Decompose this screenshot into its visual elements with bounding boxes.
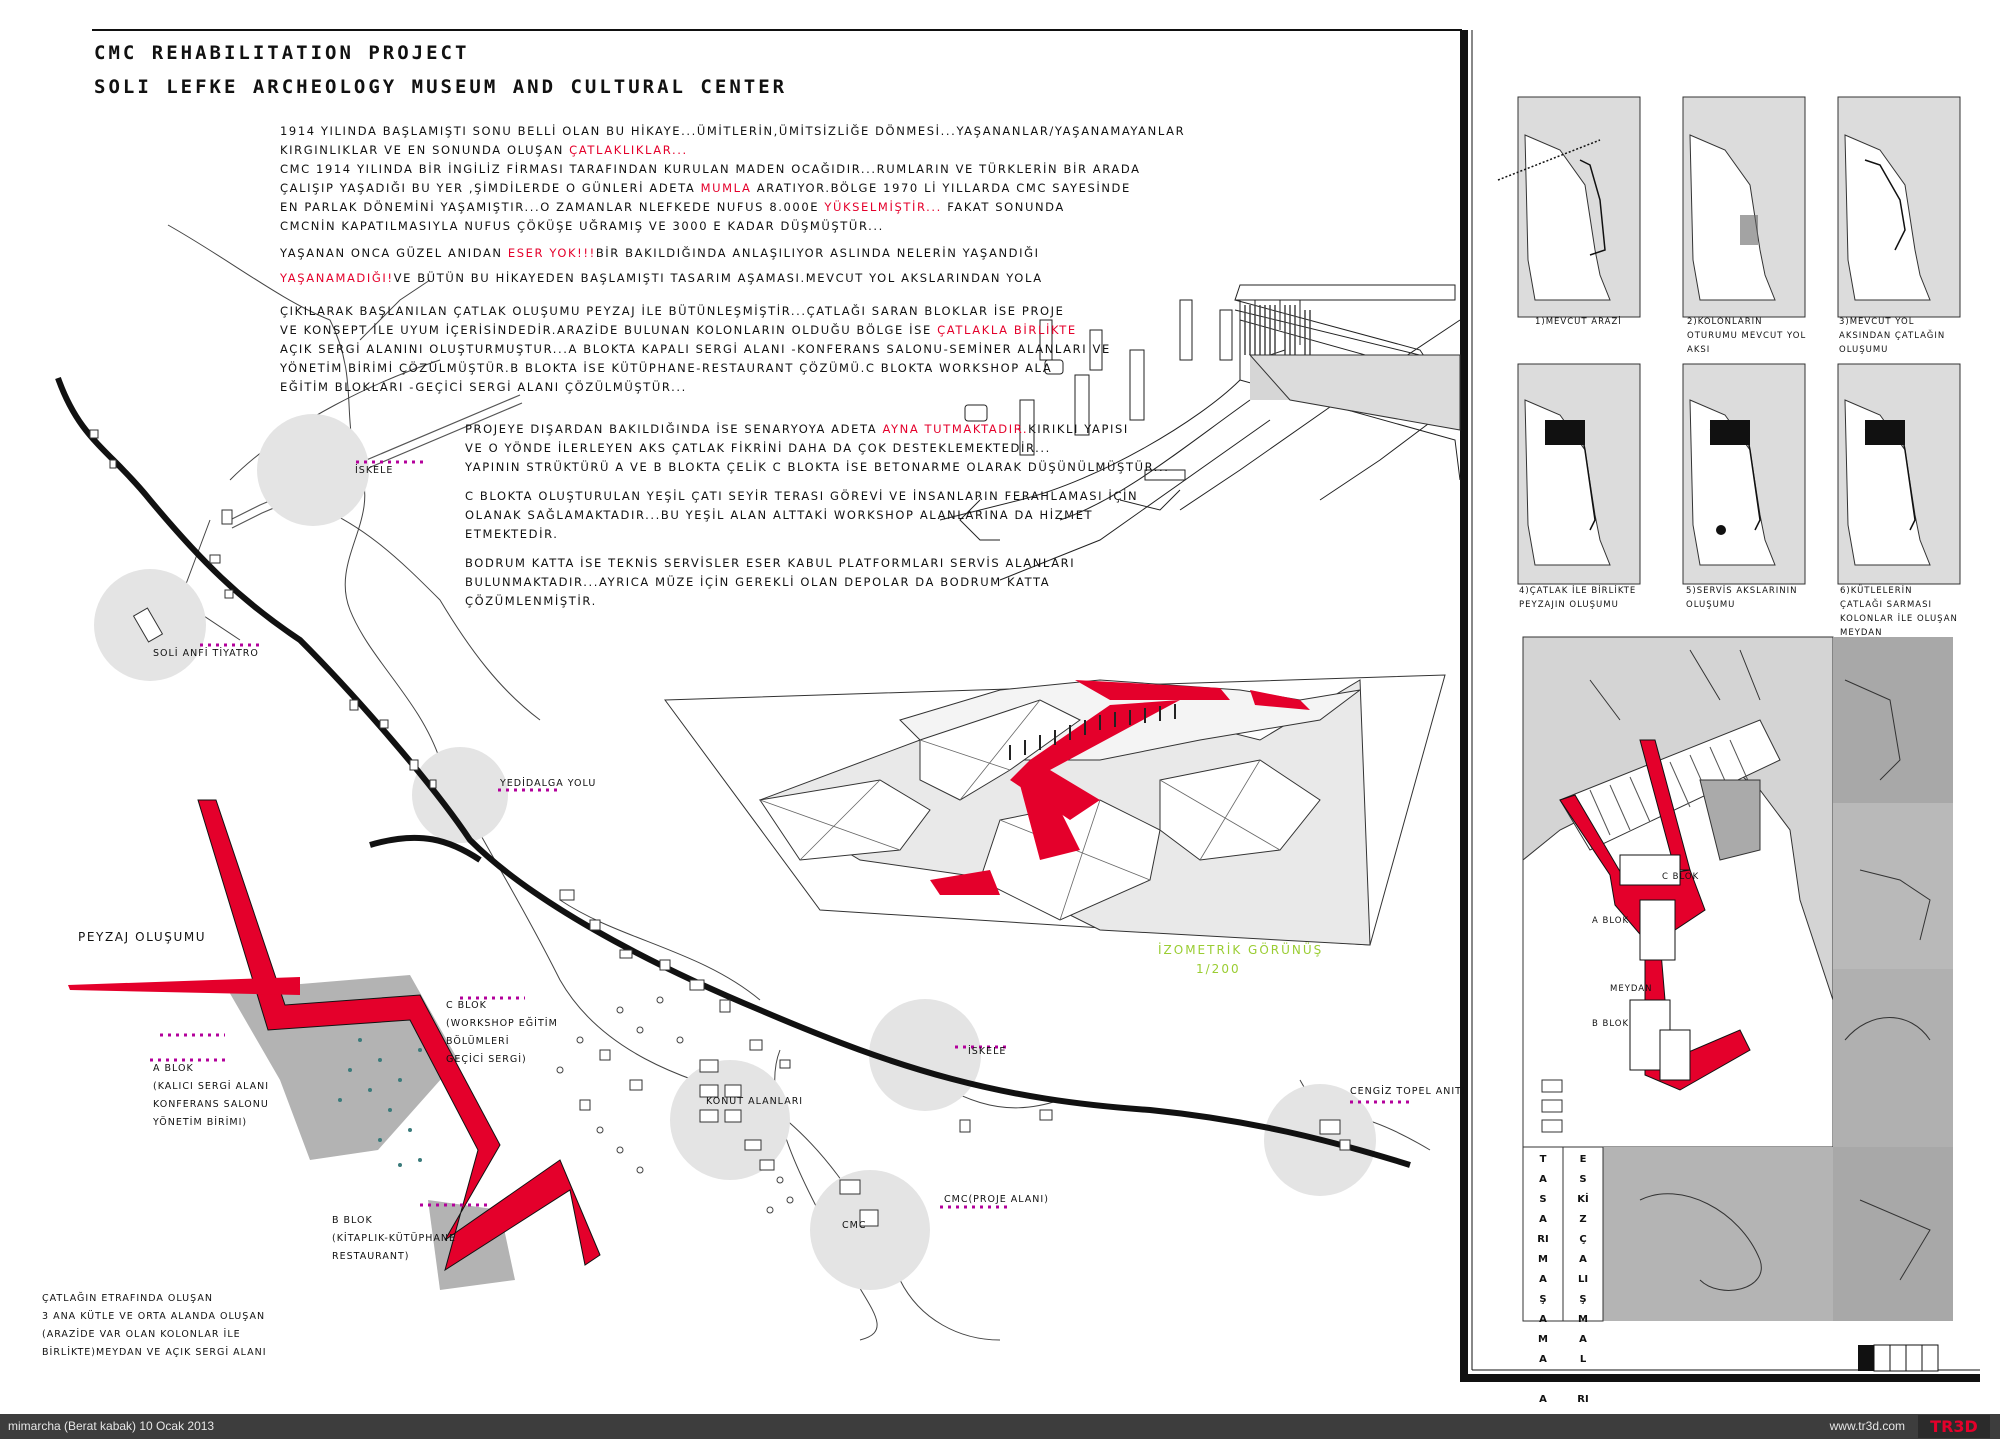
label-cmc: CMC	[842, 1220, 867, 1231]
vertical-eskiz: ESKİZ ÇALIŞMALARI	[1577, 1154, 1589, 1405]
intro-p2h: CMCNİN KAPATILMASIYLA NUFUS ÇÖKÜŞE UĞRAMIŞ VE 3000 E KADAR DÜŞMÜŞTÜR...	[280, 219, 884, 233]
concept-p3a: BODRUM KATTA İSE TEKNİS SERVİSLER ESER KABUL PLATFORMLARI SERVİS ALANLARI	[465, 556, 1076, 570]
intro-p3a: YAŞANAN ONCA GÜZEL ANIDAN	[280, 246, 503, 260]
iskele-bottom-circle	[869, 999, 981, 1111]
intro-p4f: EĞİTİM BLOKLARI -GEÇİCİ SERGİ ALANI ÇÖZÜLMÜŞTÜR...	[280, 380, 687, 394]
peyzaj-title: PEYZAJ OLUŞUMU	[78, 930, 207, 944]
intro-p2d: ARATIYOR.BÖLGE 1970 Lİ YILLARDA CMC SAYESİNDE	[756, 181, 1131, 195]
concept-p1d: VE O YÖNDE İLERLEYEN AKS ÇATLAK FİKRİNİ DAHA DA ÇOK DESTEKLEMEKTEDİR...	[465, 441, 1051, 455]
c-blok-line-2: BÖLÜMLERİ	[446, 1036, 510, 1047]
concept-p1c: KIRIKLI YAPISI	[1028, 422, 1129, 436]
label-cmc-proje: CMC(PROJE ALANI)	[944, 1194, 1049, 1205]
intro-text	[280, 122, 1280, 397]
intro-p4b: VE KONSEPT İLE UYUM İÇERİSİNDEDİR.ARAZİDE BULUNAN KOLONLARIN OLDUĞU BÖLGE İSE	[280, 323, 932, 337]
b-blok-label	[332, 1212, 456, 1266]
peyzaj-caption	[42, 1290, 267, 1362]
concept-p2c: ETMEKTEDİR.	[465, 527, 559, 541]
siteplan-meydan: MEYDAN	[1610, 984, 1653, 994]
step-5-line-1: OLUŞUMU	[1686, 600, 1736, 610]
step-3-line-0: 3)MEVCUT YOL	[1839, 317, 1915, 327]
footer-author: mimarcha (Berat kabak) 10 Ocak 2013	[8, 1419, 215, 1433]
concept-p1a: PROJEYE DIŞARDAN BAKILDIĞINDA İSE SENARYOYA ADETA	[465, 422, 878, 436]
caption-line-0: ÇATLAĞIN ETRAFINDA OLUŞAN	[42, 1293, 213, 1304]
footer-site-link[interactable]: www.tr3d.com	[1829, 1419, 1905, 1433]
b-blok-line-0: B BLOK	[332, 1215, 373, 1226]
step-4-line-1: PEYZAJIN OLUŞUMU	[1519, 600, 1619, 610]
step-6-line-2: KOLONLAR İLE OLUŞAN	[1840, 614, 1958, 624]
concept-p2a: C BLOKTA OLUŞTURULAN YEŞİL ÇATI SEYİR TERASI GÖREVİ VE İNSANLARIN FERAHLAMASI İÇİN	[465, 489, 1139, 503]
project-title: CMC REHABILITATION PROJECT	[94, 42, 470, 64]
step-2-line-1: OTURUMU MEVCUT YOL	[1687, 331, 1807, 341]
caption-line-1: 3 ANA KÜTLE VE ORTA ALANDA OLUŞAN	[42, 1311, 266, 1322]
label-yedidalga: YEDİDALGA YOLU	[500, 778, 597, 789]
step-6-line-0: 6)KÜTLELERİN	[1840, 586, 1913, 596]
intro-p1a: 1914 YILINDA BAŞLAMIŞTI SONU BELLİ OLAN BU HİKAYE...ÜMİTLERİN,ÜMİTSİZLİĞE DÖNMESİ...YAŞANANLAR/YAŞANAMAYANLAR	[280, 124, 1186, 138]
project-subtitle: SOLI LEFKE ARCHEOLOGY MUSEUM AND CULTURAL CENTER	[94, 76, 788, 98]
step-6-line-3: MEYDAN	[1840, 628, 1883, 638]
a-blok-line-1: (KALICI SERGİ ALANI	[153, 1081, 270, 1092]
label-soli-anfi: SOLİ ANFİ TİYATRO	[153, 648, 259, 659]
step-3-line-1: AKSINDAN ÇATLAĞIN	[1839, 331, 1946, 341]
intro-p3d: YAŞANAMADIĞI!	[280, 271, 394, 285]
intro-p4a: ÇIKILARAK BAŞLANILAN ÇATLAK OLUŞUMU PEYZAJ İLE BÜTÜNLEŞMİŞTİR...ÇATLAĞI SARAN BLOKLAR İSE PROJE	[280, 304, 1065, 318]
step-6-label	[1840, 584, 1958, 640]
intro-p1b: KIRGINLIKLAR VE EN SONUNDA OLUŞAN	[280, 143, 564, 157]
step-1-line-0: 1)MEVCUT ARAZİ	[1535, 317, 1622, 327]
concept-p1e: YAPININ STRÜKTÜRÜ A VE B BLOKTA ÇELİK C BLOKTA İSE BETONARME OLARAK DÜŞÜNÜLMÜŞTÜR...	[465, 460, 1170, 474]
concept-p3b: BULUNMAKTADIR...AYRICA MÜZE İÇİN GEREKLİ OLAN DEPOLAR DA BODRUM KATTA	[465, 575, 1051, 589]
a-blok-line-2: KONFERANS SALONU	[153, 1099, 269, 1110]
siteplan-a-blok: A BLOK	[1592, 916, 1630, 926]
caption-line-2: (ARAZİDE VAR OLAN KOLONLAR İLE	[42, 1329, 241, 1340]
concept-p3c: ÇÖZÜMLENMİŞTİR.	[465, 594, 597, 608]
c-blok-label	[446, 997, 558, 1069]
concept-text	[465, 420, 1325, 611]
step-5-label	[1686, 584, 1798, 612]
label-iskele-top: İSKELE	[355, 465, 394, 476]
label-cengiz: CENGİZ TOPEL ANITI	[1350, 1086, 1466, 1097]
intro-p3e: VE BÜTÜN BU HİKAYEDEN BAŞLAMIŞTI TASARIM AŞAMASI.MEVCUT YOL AKSLARINDAN YOLA	[393, 271, 1043, 285]
b-blok-line-2: RESTAURANT)	[332, 1251, 410, 1262]
intro-p2a: CMC 1914 YILINDA BİR İNGİLİZ FİRMASI TARAFINDAN KURULAN MADEN OCAĞIDIR...RUMLARIN VE TÜRKLERİN BİR ARADA	[280, 162, 1141, 176]
c-blok-line-3: GEÇİCİ SERGİ)	[446, 1054, 527, 1065]
intro-p3c: BİR BAKILDIĞINDA ANLAŞILIYOR ASLINDA NELERİN YAŞANDIĞI	[595, 246, 1040, 260]
label-konut: KONUT ALANLARI	[706, 1096, 804, 1107]
step-3-label	[1839, 315, 1945, 357]
cmc-circle	[810, 1170, 930, 1290]
intro-p1c: ÇATLAKLIKLAR...	[569, 143, 688, 157]
step-4-line-0: 4)ÇATLAK İLE BİRLİKTE	[1519, 586, 1637, 596]
label-iskele-bottom: İSKELE	[968, 1046, 1007, 1057]
a-blok-line-0: A BLOK	[153, 1063, 194, 1074]
iskele-circle	[257, 414, 369, 526]
intro-p2c: MUMLA	[700, 181, 752, 195]
tr3d-logo-text: TR3D	[1930, 1417, 1978, 1436]
vertical-tasarim: TASARIM AŞAMALA	[1537, 1154, 1549, 1405]
intro-p2f: YÜKSELMİŞTİR...	[824, 200, 942, 214]
tr3d-logo	[1918, 1415, 1990, 1438]
isometric-model	[665, 675, 1445, 945]
isometric-scale: 1/200	[1196, 962, 1241, 976]
a-blok-label	[153, 1060, 269, 1132]
intro-p4e: YÖNETİM BİRİMİ ÇÖZÜLMÜŞTÜR.B BLOKTA İSE KÜTÜPHANE-RESTAURANT ÇÖZÜMÜ.C BLOKTA WORKSHOP ALA	[280, 361, 1053, 375]
concept-p2b: OLANAK SAĞLAMAKTADIR...BU YEŞİL ALAN ALTTAKİ WORKSHOP ALANLARINA DA HİZMET	[465, 508, 1094, 522]
step-2-label	[1687, 315, 1806, 357]
isometric-label: İZOMETRİK GÖRÜNÜŞ	[1158, 943, 1324, 957]
scale-bar	[1858, 1345, 1938, 1371]
a-blok-line-3: YÖNETİM BİRİMI)	[153, 1117, 248, 1128]
footer-bar	[0, 1414, 2000, 1439]
concept-p1b: AYNA TUTMAKTADIR.	[882, 422, 1029, 436]
caption-line-3: BİRLİKTE)MEYDAN VE AÇIK SERGİ ALANI	[42, 1347, 267, 1358]
intro-p2b: ÇALIŞIP YAŞADIĞI BU YER ,ŞİMDİLERDE O GÜNLERİ ADETA	[280, 181, 696, 195]
step-2-line-2: AKSI	[1687, 345, 1711, 355]
c-blok-line-1: (WORKSHOP EĞİTİM	[446, 1018, 558, 1029]
step-4-label	[1519, 584, 1636, 612]
intro-p4d: AÇIK SERGİ ALANINI OLUŞTURMUŞTUR...A BLOKTA KAPALI SERGİ ALANI -KONFERANS SALONU-SEMİNER ALANLARI VE	[280, 342, 1111, 356]
step-5-line-0: 5)SERVİS AKSLARININ	[1686, 586, 1798, 596]
b-blok-line-1: (KİTAPLIK-KÜTÜPHANE	[332, 1233, 456, 1244]
siteplan-b-blok: B BLOK	[1592, 1019, 1630, 1029]
step-1-label	[1535, 315, 1622, 329]
step-3-line-2: OLUŞUMU	[1839, 345, 1889, 355]
intro-p2g: FAKAT SONUNDA	[947, 200, 1065, 214]
step-6-line-1: ÇATLAĞI SARMASI	[1840, 600, 1932, 610]
step-2-line-0: 2)KOLONLARIN	[1687, 317, 1763, 327]
intro-p3b: ESER YOK!!!	[507, 246, 596, 260]
siteplan-c-blok: C BLOK	[1662, 872, 1700, 882]
intro-p4c: ÇATLAKLA BİRLİKTE	[937, 323, 1077, 337]
c-blok-line-0: C BLOK	[446, 1000, 487, 1011]
crack-entry	[68, 977, 300, 995]
intro-p2e: EN PARLAK DÖNEMİNİ YAŞAMIŞTIR...O ZAMANLAR NLEFKEDE NUFUS 8.000E	[280, 200, 820, 214]
